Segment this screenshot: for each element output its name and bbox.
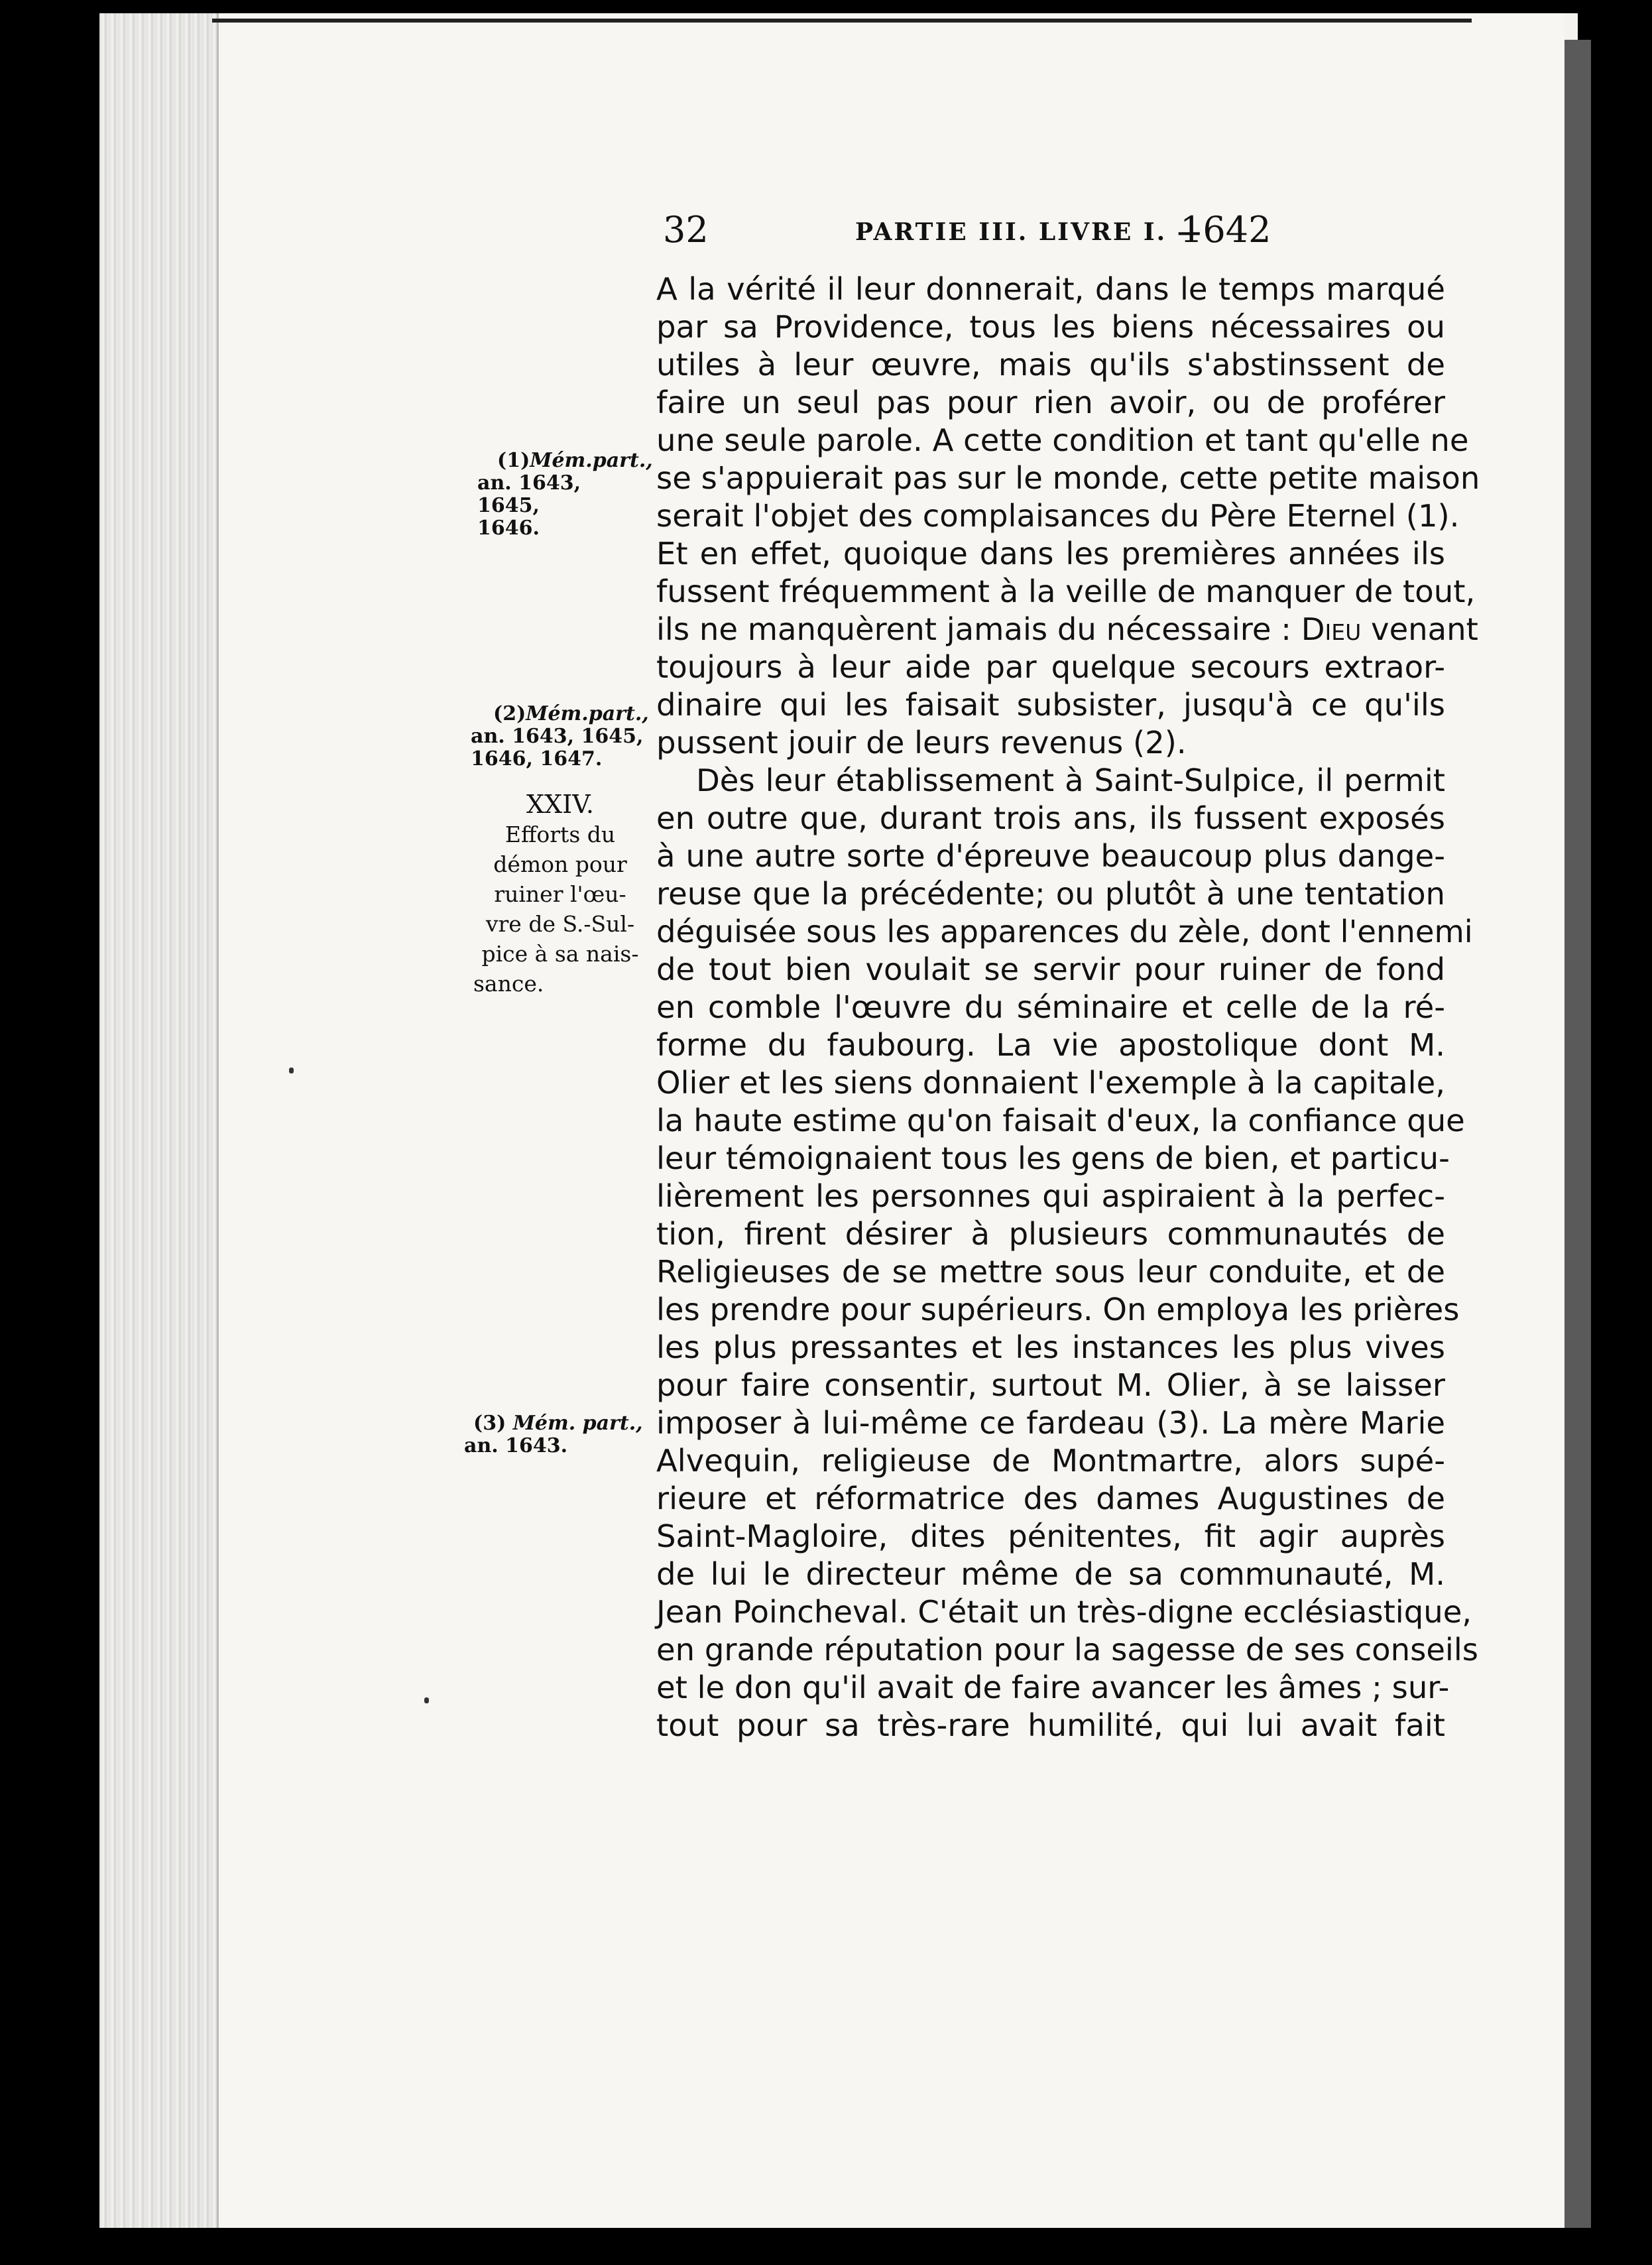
sidenote-number: XXIV. [526,790,594,819]
text-line: les plus pressantes et les instances les plus vives [656,1329,1445,1365]
text-line: reuse que la précédente; ou plutôt à une tentation [656,876,1445,912]
text-line: les prendre pour supérieurs. On employa les prières [656,1292,1460,1327]
dust-speck [424,1697,429,1703]
text-line: tion, firent désirer à plusieurs communautés de [656,1216,1445,1252]
text-line: toujours à leur aide par quelque secours extraor- [656,649,1445,685]
page-number: 32 [663,209,709,251]
note-ref: (2) [493,702,526,725]
note-line: an. 1643. [464,1434,568,1457]
dust-speck [289,1068,294,1073]
text-line: Olier et les siens donnaient l'exemple à la capitale, [656,1065,1445,1101]
sidenote-line: sance. [473,971,544,997]
text-line: fussent fréquemment à la veille de manquer de tout, [656,574,1476,609]
sidenote-xxiv [464,789,656,999]
sidenote-line: pice à sa nais- [481,941,639,967]
text-line: lièrement les personnes qui aspiraient à la perfec- [656,1178,1445,1214]
text-line: forme du faubourg. La vie apostolique dont M. [656,1027,1445,1063]
sidenote-line: Efforts du [504,822,616,847]
text-line: la haute estime qu'on faisait d'eux, la confiance que [656,1103,1465,1138]
note-ref: (3) [473,1412,506,1435]
text-line: par sa Providence, tous les biens nécessaires ou [656,309,1445,345]
text-line: Alvequin, religieuse de Montmartre, alors supé- [656,1443,1445,1479]
text-line: imposer à lui-même ce fardeau (3). La mère Marie [656,1405,1445,1441]
text-line: Religieuses de se mettre sous leur conduite, et de [656,1254,1445,1290]
note-ref: (1) [497,449,530,472]
text-line: une seule parole. A cette condition et tant qu'elle ne [656,422,1469,458]
text-segment: ils ne manquèrent jamais du nécessaire : [656,611,1291,647]
note-line: 1646, 1647. [471,747,603,770]
text-line: pour faire consentir, surtout M. Olier, à se laisser [656,1367,1445,1403]
text-line: leur témoignaient tous les gens de bien, et particu- [656,1140,1450,1176]
right-page-edge [1564,40,1591,2228]
sidenote-line: vre de S.-Sul- [485,911,635,937]
text-line: dinaire qui les faisait subsister, jusqu'à ce qu'ils [656,687,1445,723]
text-line: tout pour sa très-rare humilité, qui lui avait fait [656,1707,1445,1743]
text-line: se s'appuierait pas sur le monde, cette petite maison [656,460,1480,496]
running-title: PARTIE III. LIVRE I. — [855,218,1203,246]
text-line: Saint-Magloire, dites pénitentes, fit agir auprès [656,1518,1445,1554]
margin-note-1 [477,449,653,540]
sidenote-text [464,820,656,999]
text-line: en outre que, durant trois ans, ils fussent exposés [656,800,1445,836]
top-border-line [212,19,1472,23]
text-line: et le don qu'il avait de faire avancer les âmes ; sur- [656,1670,1450,1705]
note-source: Mém.part., [530,449,653,472]
page-edges [99,13,232,2228]
margin-note-3 [464,1412,650,1457]
text-line: déguisée sous les apparences du zèle, dont l'ennemi [656,914,1473,949]
text-line: en comble l'œuvre du séminaire et celle de la ré- [656,989,1445,1025]
text-line: A la vérité il leur donnerait, dans le temps marqué [656,271,1445,307]
text-line: de lui le directeur même de sa communauté, M. [656,1556,1445,1592]
note-line: 1646. [477,517,540,540]
dieu-word: Dieu [1301,611,1362,647]
text-line: Jean Poincheval. C'était un très-digne ecclésiastique, [656,1594,1472,1630]
text-line: en grande réputation pour la sagesse de ses conseils [656,1632,1478,1668]
text-line: à une autre sorte d'épreuve beaucoup plus dange- [656,838,1445,874]
text-line: de tout bien voulait se servir pour ruiner de fond [656,951,1445,987]
text-line: rieure et réformatrice des dames Augustines de [656,1481,1445,1516]
text-line: pussent jouir de leurs revenus (2). [656,725,1187,761]
text-line: serait l'objet des complaisances du Père Eternel (1). [656,498,1460,534]
text-line: faire un seul pas pour rien avoir, ou de proférer [656,385,1445,420]
note-source: Mém.part., [526,702,649,725]
text-line: Dès leur établissement à Saint-Sulpice, il permit [696,763,1445,798]
note-source: Mém. part., [512,1412,643,1435]
text-line: utiles à leur œuvre, mais qu'ils s'abstinssent de [656,347,1445,383]
body-text [656,271,1480,1745]
margin-note-2 [471,703,650,770]
sidenote-line: ruiner l'œu- [494,881,626,907]
header-year: 1642 [1180,209,1271,251]
text-line: Et en effet, quoique dans les premières années ils [656,536,1445,572]
text-segment: venant [1361,611,1478,647]
note-line: an. 1643, 1645, [477,471,581,517]
sidenote-line: démon pour [493,851,627,877]
text-line-dieu [656,611,1478,648]
note-line: an. 1643, 1645, [471,725,644,748]
